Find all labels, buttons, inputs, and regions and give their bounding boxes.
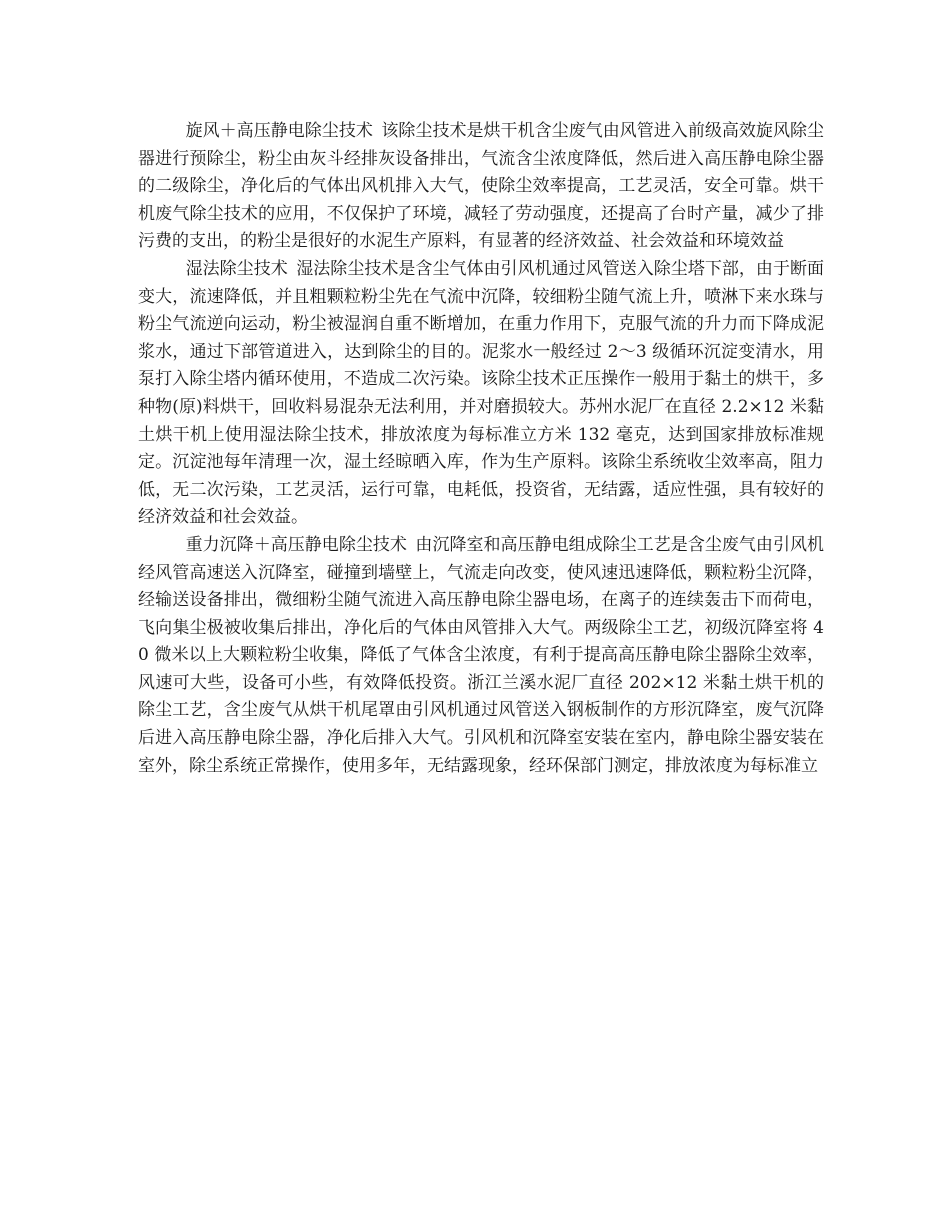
paragraph-body: 由沉降室和高压静电组成除尘工艺是含尘废气由引风机经风管高速送入沉降室，碰撞到墙壁上，气流走向改变，使风速迅速降低，颗粒粉尘沉降，经输送设备排出，微细粉尘随气流进入高压静电除尘器电场，在离子的连续轰击下而荷电，飞向集尘极被收集后排出，净化后的气体由风管排入大气。两级除尘工艺，初级沉降室将 40 微米以上大颗粒粉尘收集，降低了气体含尘浓度，有利于提高高压静电除尘器除尘效率，风速可大些，设备可小些，有效降低投资。浙江兰溪水泥厂直径 202×12 米黏土烘干机的除尘工艺，含尘废气从烘干机尾罩由引风机通过风管送入钢板制作的方形沉降室，废气沉降后进入高压静电除尘器，净化后排入大气。引风机和沉降室安装在室内，静电除尘器安装在室外，除尘系统正常操作，使用多年，无结露现象，经环保部门测定，排放浓度为每标准立 [138, 534, 824, 776]
paragraph-body: 该除尘技术是烘干机含尘废气由风管进入前级高效旋风除尘器进行预除尘，粉尘由灰斗经排灰设备排出，气流含尘浓度降低，然后进入高压静电除尘器的二级除尘，净化后的气体出风机排入大气，使除尘效率提高，工艺灵活，安全可靠。烘干机废气除尘技术的应用，不仅保护了环境，减轻了劳动强度，还提高了台时产量，减少了排污费的支出，的粉尘是很好的水泥生产原料，有显著的经济效益、社会效益和环境效益 [138, 121, 825, 252]
paragraph-lead: 重力沉降＋高压静电除尘技术 [185, 534, 407, 555]
paragraph-body: 湿法除尘技术是含尘气体由引风机通过风管送入除尘塔下部，由于断面变大，流速降低，并且粗颗粒粉尘先在气流中沉降，较细粉尘随气流上升，喷淋下来水珠与粉尘气流逆向运动，粉尘被湿润自重不断增加，在重力作用下，克服气流的升力而下降成泥浆水，通过下部管道进入，达到除尘的目的。泥浆水一般经过 2～3 级循环沉淀变清水，用泵打入除尘塔内循环使用，不造成二次污染。该除尘技术正压操作一般用于黏土的烘干，多种物(原)料烘干，回收料易混杂无法利用，并对磨损较大。苏州水泥厂在直径 2.2×12 米黏土烘干机上使用湿法除尘技术，排放浓度为每标准立方米 132 毫克，达到国家排放标准规定。沉淀池每年清理一次，湿土经晾晒入库，作为生产原料。该除尘系统收尘效率高，阻力低，无二次污染，工艺灵活，运行可靠，电耗低，投资省，无结露，适应性强，具有较好的经济效益和社会效益。 [138, 258, 825, 528]
document-page [138, 118, 824, 780]
paragraph-wet-dust-removal [138, 256, 824, 532]
paragraph-lead: 湿法除尘技术 [185, 258, 288, 279]
paragraph-cyclone-electrostatic [138, 118, 824, 256]
paragraph-lead: 旋风＋高压静电除尘技术 [185, 121, 373, 141]
paragraph-gravity-electrostatic [138, 532, 824, 780]
